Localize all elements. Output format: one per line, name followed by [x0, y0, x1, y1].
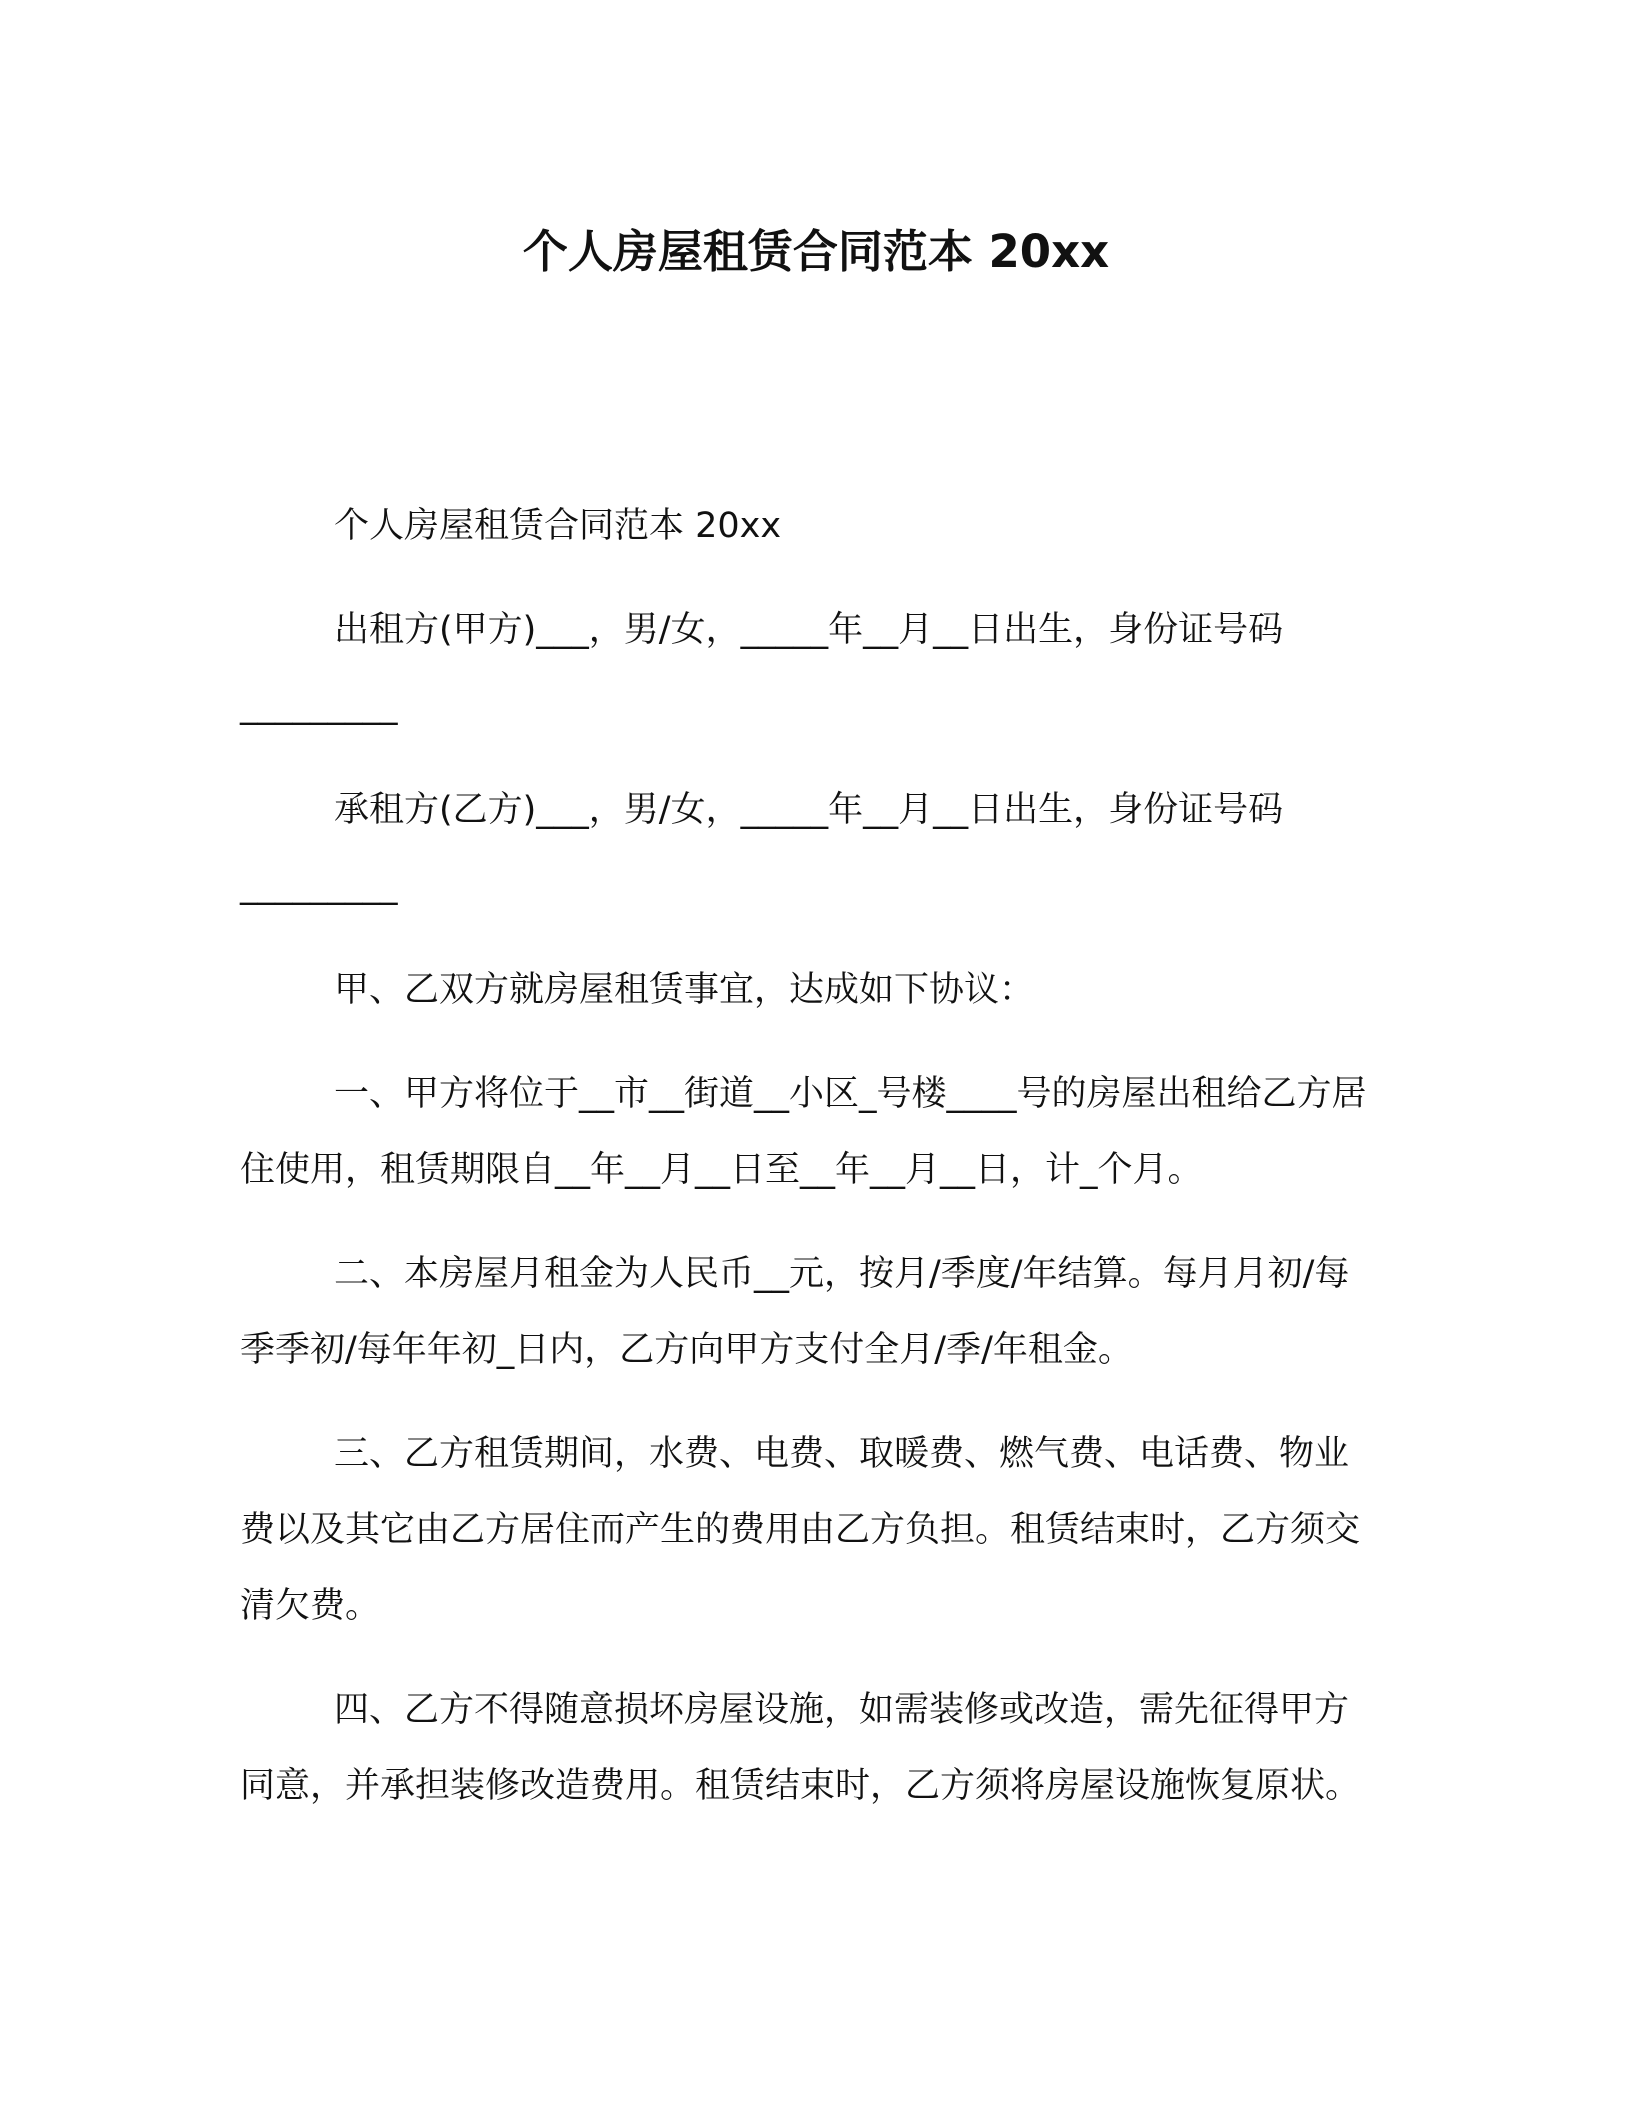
clause-4: 四、乙方不得随意损坏房屋设施，如需装修或改造，需先征得甲方同意，并承担装修改造费用。租赁结束时，乙方须将房屋设施恢复原状。: [240, 1690, 1361, 1806]
party-a-line: 出租方(甲方)___，男/女，_____年__月__日出生，身份证号码: [334, 610, 1284, 650]
document-subtitle: 个人房屋租赁合同范本 20xx: [334, 506, 782, 546]
clause-3: 三、乙方租赁期间，水费、电费、取暖费、燃气费、电话费、物业费以及其它由乙方居住而产生的费用由乙方负担。租赁结束时，乙方须交清欠费。: [240, 1434, 1361, 1626]
clause-1: 一、甲方将位于__市__街道__小区_号楼____号的房屋出租给乙方居住使用，租赁期限自__年__月__日至__年__月__日，计_个月。: [240, 1074, 1367, 1190]
party-a-id-blank: _________: [240, 686, 398, 726]
document-title: 个人房屋租赁合同范本 20xx: [522, 225, 1110, 278]
party-b-id-blank: _________: [240, 866, 398, 906]
document-body: [240, 488, 1380, 1852]
agreement-intro: 甲、乙双方就房屋租赁事宜，达成如下协议：: [334, 970, 1035, 1010]
clause-2: 二、本房屋月租金为人民币__元，按月/季度/年结算。每月月初/每季季初/每年年初_日内，乙方向甲方支付全月/季/年租金。: [240, 1254, 1350, 1370]
party-b-line: 承租方(乙方)___，男/女，_____年__月__日出生，身份证号码: [334, 790, 1284, 830]
